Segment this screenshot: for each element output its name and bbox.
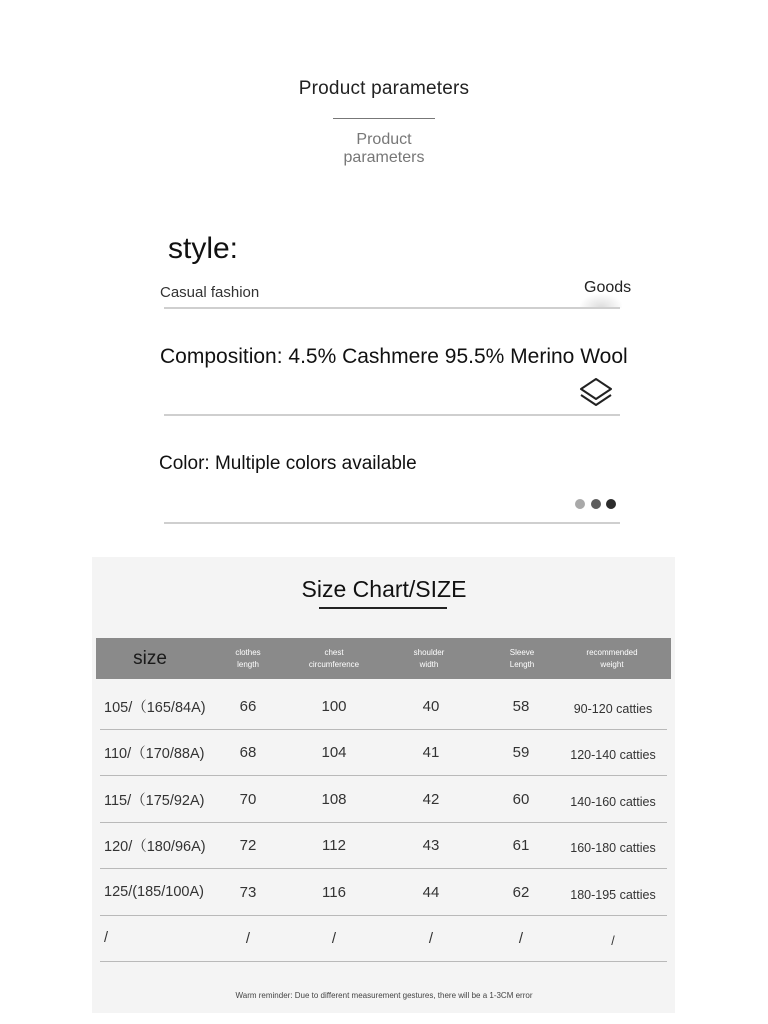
table-cell: 62: [512, 883, 530, 901]
table-cell: 160-180 catties: [570, 841, 656, 855]
table-cell: 140-160 catties: [570, 795, 656, 809]
table-cell: 125/(185/100A): [104, 884, 204, 900]
size-chart-title-underline: [319, 607, 447, 609]
table-cell: /: [611, 934, 615, 948]
table-row: [100, 915, 667, 962]
table-cell: 100: [321, 697, 347, 715]
table-cell: 42: [422, 790, 440, 808]
header-chest-circumference: chest circumference: [308, 647, 360, 669]
color-text: Color: Multiple colors available: [159, 453, 417, 474]
page-title: Product parameters: [298, 78, 470, 99]
composition-text: Composition: 4.5% Cashmere 95.5% Merino Wool: [160, 345, 628, 368]
header-shoulder-width: shoulder width: [413, 647, 445, 669]
table-row: [100, 869, 667, 916]
table-cell: 108: [321, 790, 347, 808]
title-divider: [333, 118, 435, 119]
table-cell: 115/（175/92A): [104, 792, 205, 809]
color-dots: [575, 499, 619, 511]
warm-reminder: Warm reminder: Due to different measurement gestures, there will be a 1-3CM error: [235, 991, 533, 1000]
size-chart-title: Size Chart/SIZE: [301, 576, 467, 602]
table-cell: 73: [239, 883, 257, 901]
style-label: style:: [168, 232, 239, 265]
table-cell: 66: [239, 697, 257, 715]
table-cell: /: [245, 929, 251, 947]
color-dot-icon: [591, 499, 601, 509]
table-cell: 104: [321, 743, 347, 761]
header-recommended-weight: recommended weight: [586, 647, 638, 669]
divider-color: [164, 522, 620, 524]
header-sleeve-length: Sleeve Length: [509, 647, 535, 669]
table-row: [100, 776, 667, 823]
table-cell: 72: [239, 836, 257, 854]
table-cell: 60: [512, 790, 530, 808]
divider-composition: [164, 414, 620, 416]
table-row: [100, 683, 667, 730]
goods-label: Goods: [584, 279, 632, 296]
table-cell: 68: [239, 743, 257, 761]
table-cell: /: [518, 929, 524, 947]
table-cell: 44: [422, 883, 440, 901]
table-cell: 43: [422, 836, 440, 854]
table-cell: 40: [422, 697, 440, 715]
table-cell: /: [331, 929, 337, 947]
table-cell: 110/（170/88A): [104, 745, 205, 762]
style-value: Casual fashion: [160, 284, 260, 301]
table-cell: 59: [512, 743, 530, 761]
header-clothes-length: clothes length: [235, 647, 261, 669]
table-row: [100, 729, 667, 776]
table-cell: 116: [322, 883, 346, 901]
table-cell: /: [104, 930, 109, 946]
table-cell: 120-140 catties: [570, 748, 656, 762]
table-cell: 112: [322, 836, 346, 854]
table-cell: 61: [512, 836, 530, 854]
table-cell: 58: [512, 697, 530, 715]
table-cell: /: [428, 929, 434, 947]
table-cell: 120/（180/96A): [104, 838, 206, 855]
page-subtitle: Product parameters: [343, 131, 425, 166]
table-cell: 105/（165/84A): [104, 699, 206, 716]
size-table-header: [96, 638, 671, 679]
row-divider: [100, 961, 667, 962]
color-dot-icon: [575, 499, 585, 509]
table-cell: 70: [239, 790, 257, 808]
color-dot-icon: [606, 499, 616, 509]
header-size: size: [133, 647, 167, 669]
table-cell: 90-120 catties: [573, 702, 653, 716]
table-cell: 180-195 catties: [570, 888, 656, 902]
table-cell: 41: [422, 743, 440, 761]
divider-style: [164, 307, 620, 309]
layers-icon: [578, 377, 614, 409]
table-row: [100, 822, 667, 869]
